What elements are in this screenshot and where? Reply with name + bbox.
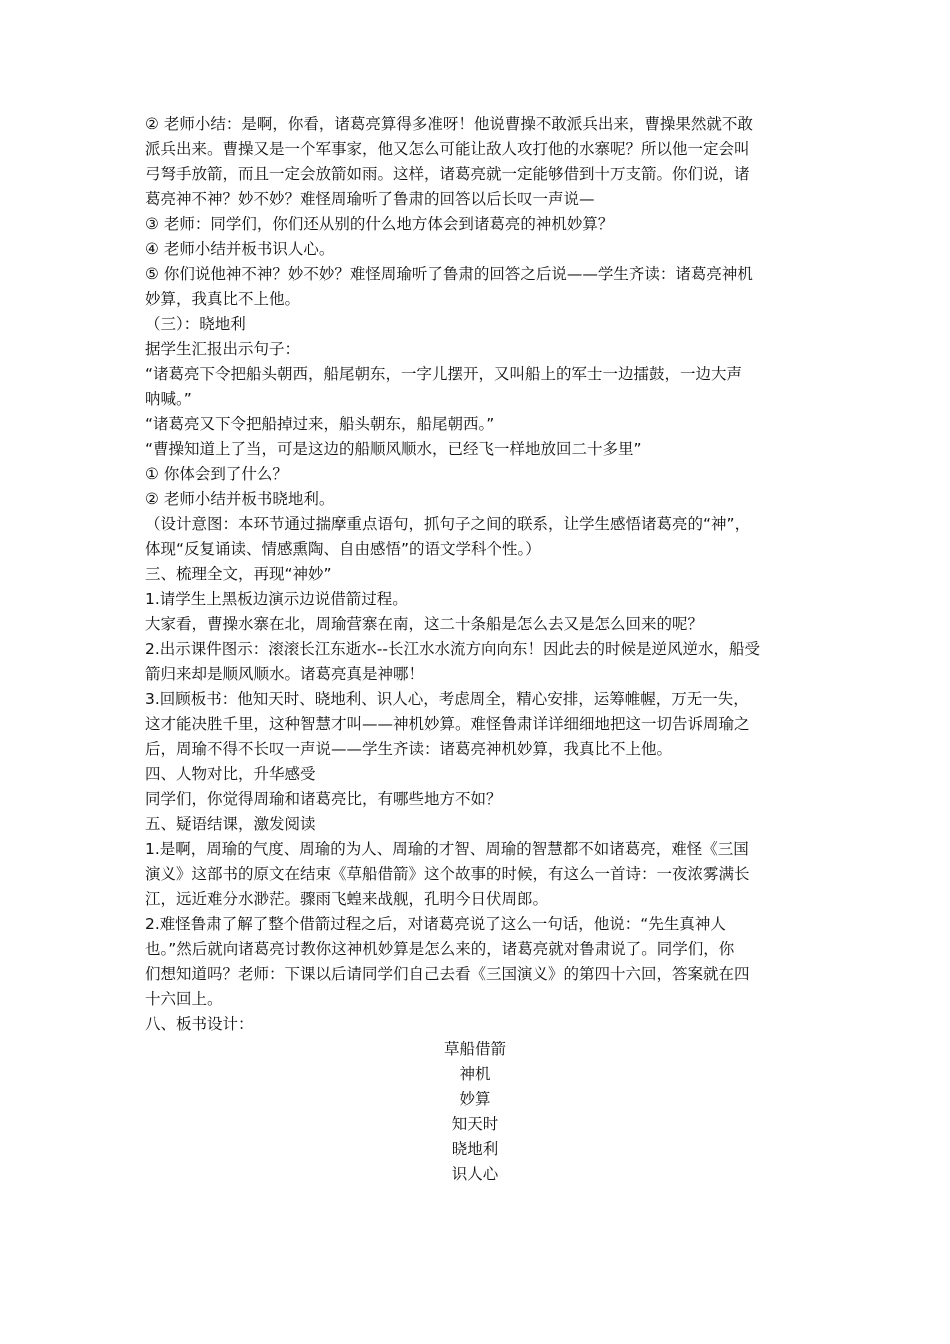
paragraph-line: ② 老师小结：是啊，你看，诸葛亮算得多准呀！他说曹操不敢派兵出来，曹操果然就不敢 xyxy=(145,115,753,133)
section-heading: 三、梳理全文，再现“神妙” xyxy=(145,565,332,583)
paragraph-line: 后，周瑜不得不长叹一声说——学生齐读：诸葛亮神机妙算，我真比不上他。 xyxy=(145,740,673,758)
section-heading: 五、疑语结课，激发阅读 xyxy=(145,815,316,833)
paragraph-line: 3.回顾板书：他知天时、晓地利、识人心，考虑周全，精心安排，运筹帷幄，万无一失， xyxy=(145,690,749,708)
paragraph-line: ② 老师小结并板书晓地利。 xyxy=(145,490,335,508)
quote-line: “曹操知道上了当，可是这边的船顺风顺水，已经飞一样地放回二十多里” xyxy=(145,440,642,458)
section-heading: 四、人物对比，升华感受 xyxy=(145,765,316,783)
board-line: 晓地利 xyxy=(451,1140,499,1158)
paragraph-line: ③ 老师：同学们，你们还从别的什么地方体会到诸葛亮的神机妙算？ xyxy=(145,215,614,233)
quote-line: 呐喊。” xyxy=(145,390,192,408)
paragraph-line: 1.是啊，周瑜的气度、周瑜的为人、周瑜的才智、周瑜的智慧都不如诸葛亮，难怪《三国 xyxy=(145,840,749,858)
board-line: 识人心 xyxy=(451,1165,499,1183)
section-heading: 八、板书设计： xyxy=(145,1015,254,1033)
board-line: 妙算 xyxy=(459,1090,491,1108)
paragraph-line: 演义》这部书的原文在结束《草船借箭》这个故事的时候，有这么一首诗：一夜浓雾满长 xyxy=(145,865,750,883)
paragraph-line: 同学们，你觉得周瑜和诸葛亮比，有哪些地方不如？ xyxy=(145,790,502,808)
paragraph-line: 葛亮神不神？妙不妙？难怪周瑜听了鲁肃的回答以后长叹一声说— xyxy=(145,190,595,208)
paragraph-line: 2.难怪鲁肃了解了整个借箭过程之后，对诸葛亮说了这么一句话，他说：“先生真神人 xyxy=(145,915,726,933)
quote-line: “诸葛亮又下令把船掉过来，船头朝东，船尾朝西。” xyxy=(145,415,495,433)
paragraph-line: 弓弩手放箭，而且一定会放箭如雨。这样，诸葛亮就一定能够借到十万支箭。你们说，诸 xyxy=(145,165,750,183)
paragraph-line: ④ 老师小结并板书识人心。 xyxy=(145,240,335,258)
paragraph-line: 十六回上。 xyxy=(145,990,223,1008)
board-title: 草船借箭 xyxy=(443,1040,506,1058)
paragraph-line: 也。”然后就向诸葛亮讨教你这神机妙算是怎么来的，诸葛亮就对鲁肃说了。同学们，你 xyxy=(145,940,735,958)
paragraph-line: 妙算，我真比不上他。 xyxy=(145,290,301,308)
paragraph-line: 1.请学生上黑板边演示边说借箭过程。 xyxy=(145,590,408,608)
board-line: 神机 xyxy=(459,1065,491,1083)
paragraph-line: 据学生汇报出示句子： xyxy=(145,340,301,358)
paragraph-line: 体现“反复诵读、情感熏陶、自由感悟”的语文学科个性。） xyxy=(145,540,541,558)
paragraph-line: 江，远近难分水渺茫。骤雨飞蝗来战舰，孔明今日伏周郎。 xyxy=(145,890,549,908)
paragraph-line: 们想知道吗？老师：下课以后请同学们自己去看《三国演义》的第四十六回，答案就在四 xyxy=(145,965,750,983)
quote-line: “诸葛亮下令把船头朝西，船尾朝东，一字儿摆开，又叫船上的军士一边擂鼓，一边大声 xyxy=(145,365,743,383)
paragraph-line: 大家看，曹操水寨在北，周瑜营寨在南，这二十条船是怎么去又是怎么回来的呢？ xyxy=(145,615,704,633)
paragraph-line: ⑤ 你们说他神不神？妙不妙？难怪周瑜听了鲁肃的回答之后说——学生齐读：诸葛亮神机 xyxy=(145,265,753,283)
section-heading: （三）：晓地利 xyxy=(145,315,246,333)
paragraph-line: 派兵出来。曹操又是一个军事家，他又怎么可能让敌人攻打他的水寨呢？所以他一定会叫 xyxy=(145,140,750,158)
paragraph-line: ① 你体会到了什么？ xyxy=(145,465,288,483)
paragraph-line: 2.出示课件图示：滚滚长江东逝水--长江水水流方向向东！因此去的时候是逆风逆水，船受 xyxy=(145,640,760,658)
paragraph-line: （设计意图：本环节通过揣摩重点语句，抓句子之间的联系，让学生感悟诸葛亮的“神”， xyxy=(145,515,751,533)
paragraph-line: 箭归来却是顺风顺水。诸葛亮真是神哪！ xyxy=(145,665,425,683)
paragraph-line: 这才能决胜千里，这种智慧才叫——神机妙算。难怪鲁肃详详细细地把这一切告诉周瑜之 xyxy=(145,715,750,733)
board-line: 知天时 xyxy=(451,1115,499,1133)
